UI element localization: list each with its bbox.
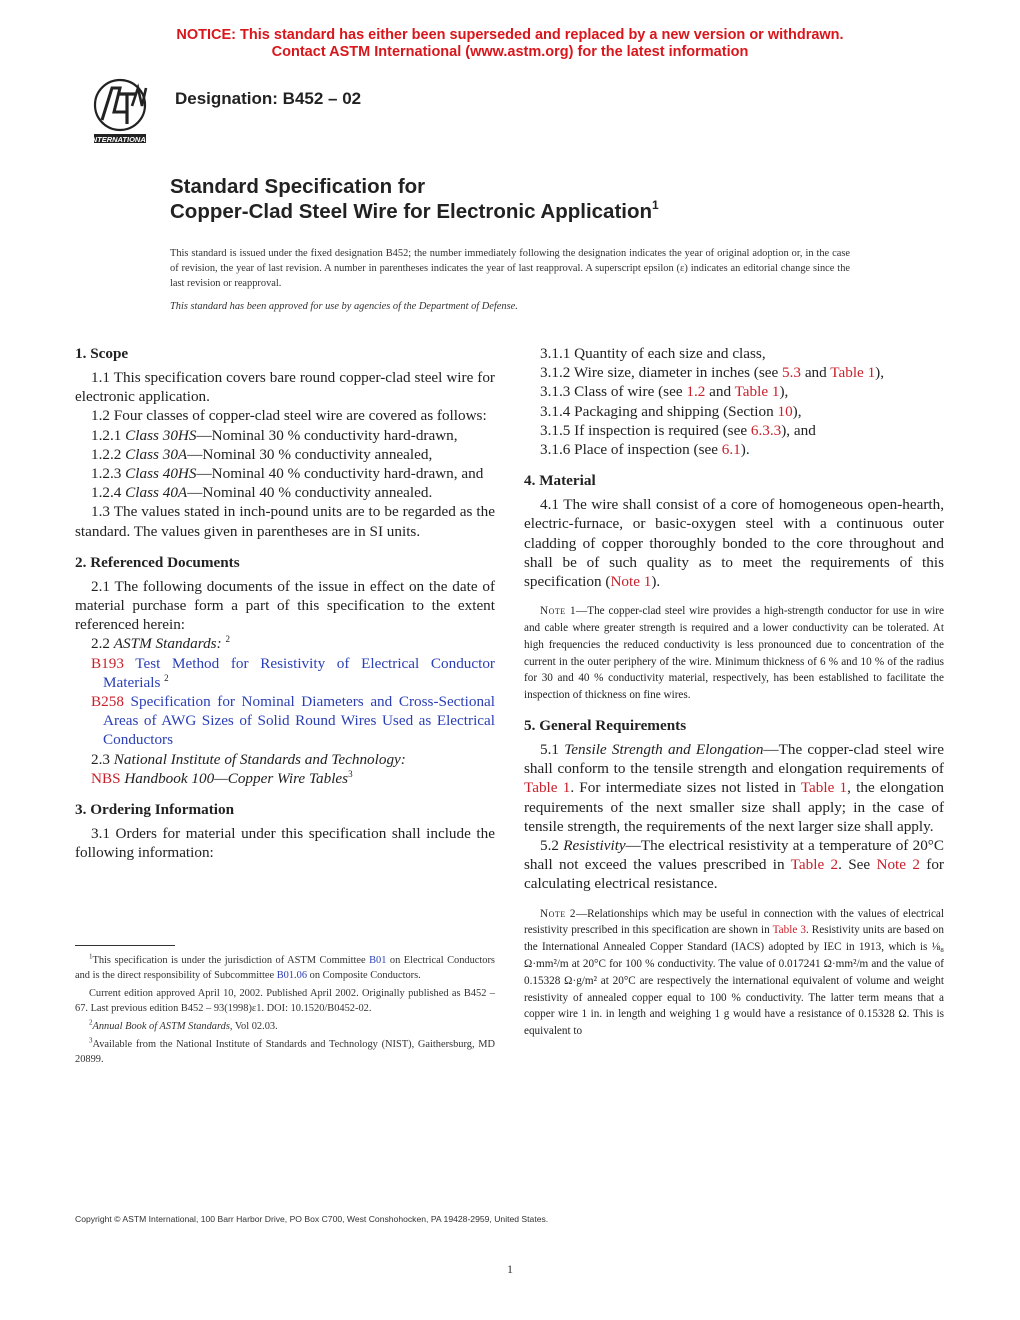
- page-number: 1: [507, 1262, 513, 1276]
- ref-nbs: NBS Handbook 100—Copper Wire Tables$^3$: [91, 768, 353, 787]
- para-3-1-1: 3.1.1 Quantity of each size and class,: [540, 345, 766, 362]
- title-footnote-mark[interactable]: 1: [652, 198, 659, 212]
- para-2-3: 2.3 National Institute of Standards and Technology:: [91, 750, 406, 768]
- ordering-heading: 3. Ordering Information: [75, 801, 235, 819]
- para-3-1: 3.1 Orders for material under this specification shall include the following information:: [75, 825, 495, 862]
- copyright: Copyright © ASTM International, 100 Barr Harbor Drive, PO Box C700, West Conshohocken, PA 19428-2959, United States.: [75, 1214, 549, 1224]
- para-1-3: 1.3 The values stated in inch-pound units are to be regarded as the standard. The values given in parentheses are in SI units.: [75, 503, 495, 540]
- ref-b258-link[interactable]: B258: [91, 693, 124, 711]
- para-3-1-5: 3.1.5 If inspection is required (see 6.3.3), and: [540, 421, 816, 439]
- para-2-2: 2.2 ASTM Standards: $^2$: [91, 634, 230, 653]
- scope-heading: 1. Scope: [75, 345, 129, 362]
- right-column: [524, 344, 944, 1052]
- supersede-notice: [0, 27, 1020, 61]
- link-table-1[interactable]: Table 1: [734, 383, 780, 401]
- document-title: [170, 174, 659, 224]
- ref-b193: B193 Test Method for Resistivity of Electrical Conductor Materials $^2$: [91, 654, 495, 691]
- designation: Designation: B452 – 02: [175, 89, 362, 108]
- para-5-1: 5.1 Tensile Strength and Elongation—The copper-clad steel wire shall conform to the tensile strength and elongation requirements of Table 1. For intermediate sizes not listed in Table 1, the elongation requirements of the next smaller size shall apply; in the case of tensile strength, the requirements of the next larger size shall apply.: [524, 741, 945, 835]
- para-1-2-1: 1.2.1 Class 30HS—Nominal 30 % conductivity hard-drawn,: [91, 426, 458, 444]
- link-b01[interactable]: B01: [369, 955, 387, 966]
- title-line-2: Copper-Clad Steel Wire for Electronic Application$^1$: [170, 198, 659, 223]
- link-table-1[interactable]: Table 1: [830, 364, 876, 382]
- link-6-1[interactable]: 6.1: [721, 441, 741, 459]
- link-note-1[interactable]: Note 1: [610, 573, 652, 591]
- para-4-1: 4.1 The wire shall consist of a core of homogeneous open-hearth, electric-furnace, or basic-oxygen steel with a continuous outer cladding of copper thoroughly bonded to the core throughout and shall be of such quality as to meet the requirements of this specification (Note 1).: [524, 496, 944, 591]
- general-requirements-heading: 5. General Requirements: [524, 717, 687, 735]
- notice-line-1: NOTICE: This standard has either been superseded and replaced by a new version or withdrawn.: [176, 27, 844, 43]
- logo-international-text: INTERNATIONAL: [89, 135, 151, 144]
- para-2-1: 2.1 The following documents of the issue in effect on the date of material purchase form a part of this specification to the extent referenced herein:: [75, 577, 495, 634]
- footnote-1: $^1$This specification is under the jurisdiction of ASTM Committee B01 on Electrical Conductors and is the direct responsibility of Subcommittee B01.06 on Composite Conductors.: [75, 952, 495, 981]
- footnote-1-edition: Current edition approved April 10, 2002. Published April 2002. Originally published as B452 – 67. Last previous edition B452 – 93(1998)ε1. DOI: 10.1520/B0452-02.: [75, 988, 495, 1014]
- left-column: [75, 344, 495, 862]
- link-table-1[interactable]: Table 1: [800, 779, 848, 797]
- footnote-divider: [75, 945, 175, 946]
- para-1-1: 1.1 This specification covers bare round copper-clad steel wire for electronic application.: [75, 369, 495, 406]
- para-1-2-3: 1.2.3 Class 40HS—Nominal 40 % conductivity hard-drawn, and: [91, 465, 484, 483]
- note-1: Note 1—The copper-clad steel wire provides a high-strength conductor for use in wire and cable where greater strength is required and a lower conductivity can be tolerated. At high frequencies the reduced conductivity is less pronounced due to concentration of the current in the outer periphery of the wire. Minimum thickness of 6 % and 10 % of the radius for 30 and 40 % conductivity material, respectively, has been established to facilitate the inspection of thickness on fine wires.: [524, 605, 944, 702]
- para-3-1-6: 3.1.6 Place of inspection (see 6.1).: [540, 441, 750, 459]
- footnotes: [75, 953, 495, 1070]
- link-section-10[interactable]: 10: [777, 402, 793, 420]
- footnote-3: $^3$Available from the National Institute of Standards and Technology (NIST), Gaithersburg, MD 20899.: [75, 1036, 495, 1065]
- link-1-2[interactable]: 1.2: [686, 383, 706, 401]
- para-1-2-2: 1.2.2 Class 30A—Nominal 30 % conductivity annealed,: [91, 445, 433, 463]
- ref-b258: [75, 692, 495, 750]
- referenced-documents-heading: 2. Referenced Documents: [75, 553, 240, 571]
- astm-logo: [76, 76, 164, 150]
- link-table-3[interactable]: Table 3: [772, 924, 806, 937]
- link-6-3-3[interactable]: 6.3.3: [750, 421, 782, 439]
- para-5-2: 5.2 Resistivity—The electrical resistivity at a temperature of 20°C shall not exceed the values prescribed in Table 2. See Note 2 for calculating electrical resistance.: [524, 837, 944, 893]
- ref-b193-title-link[interactable]: Test Method for Resistivity of Electrical Conductor Materials: [103, 654, 495, 691]
- preamble: This standard is issued under the fixed designation B452; the number immediately following the designation indicates the year of original adoption or, in the case of revision, the year of last revision. A number in parentheses indicates the year of last reapproval. A superscript epsilon (ε) indicates an editorial change since the last revision or reapproval.: [170, 248, 850, 289]
- link-note-2[interactable]: Note 2: [876, 856, 920, 874]
- material-heading: 4. Material: [524, 472, 596, 490]
- link-b01-06[interactable]: B01.06: [276, 970, 308, 981]
- title-line-1: Standard Specification for: [170, 175, 426, 198]
- link-table-2[interactable]: Table 2: [790, 856, 839, 874]
- link-table-1[interactable]: Table 1: [524, 779, 571, 797]
- note-2: Note 2—Relationships which may be useful in connection with the values of electrical resistivity prescribed in this specification are shown in Table 3. Resistivity units are based on the International Annealed Copper Standard (IACS) adopted by IEC in 1913, which is ⅛₈ Ω·mm²/m at 20°C for 100 % conductivity. The value of 0.017241 Ω·mm²/m and the value of 0.15328 Ω·g/m² at 20°C are respectively the international equivalent of volume and weight resistivity of annealed copper equal to 100 % conductivity. The latter term means that a copper wire 1 in. in length and weighing 1 g would have a resistance of 0.15328 Ω. This is equivalent to: [524, 907, 944, 1038]
- para-3-1-2: 3.1.2 Wire size, diameter in inches (see 5.3 and Table 1),: [540, 364, 885, 382]
- astm-logo-icon: [76, 76, 164, 150]
- para-3-1-4: 3.1.4 Packaging and shipping (Section 10),: [540, 402, 802, 420]
- para-3-1-3: 3.1.3 Class of wire (see 1.2 and Table 1),: [540, 383, 789, 401]
- notice-line-2: Contact ASTM International (www.astm.org) for the latest information: [271, 44, 749, 60]
- ref-b258-title-link[interactable]: Specification for Nominal Diameters and Cross-Sectional Areas of AWG Sizes of Solid Round Wires Used as Electrical Conductors: [103, 693, 496, 749]
- footnote-2: $^2$Annual Book of ASTM Standards, Vol 02.03.: [89, 1018, 278, 1032]
- dod-approval: This standard has been approved for use by agencies of the Department of Defense.: [170, 301, 518, 312]
- ref-b193-link[interactable]: B193: [91, 654, 124, 672]
- para-1-2: 1.2 Four classes of copper-clad steel wire are covered as follows:: [91, 407, 487, 425]
- link-5-3[interactable]: 5.3: [782, 364, 802, 382]
- para-1-2-4: 1.2.4 Class 40A—Nominal 40 % conductivity annealed.: [91, 484, 433, 502]
